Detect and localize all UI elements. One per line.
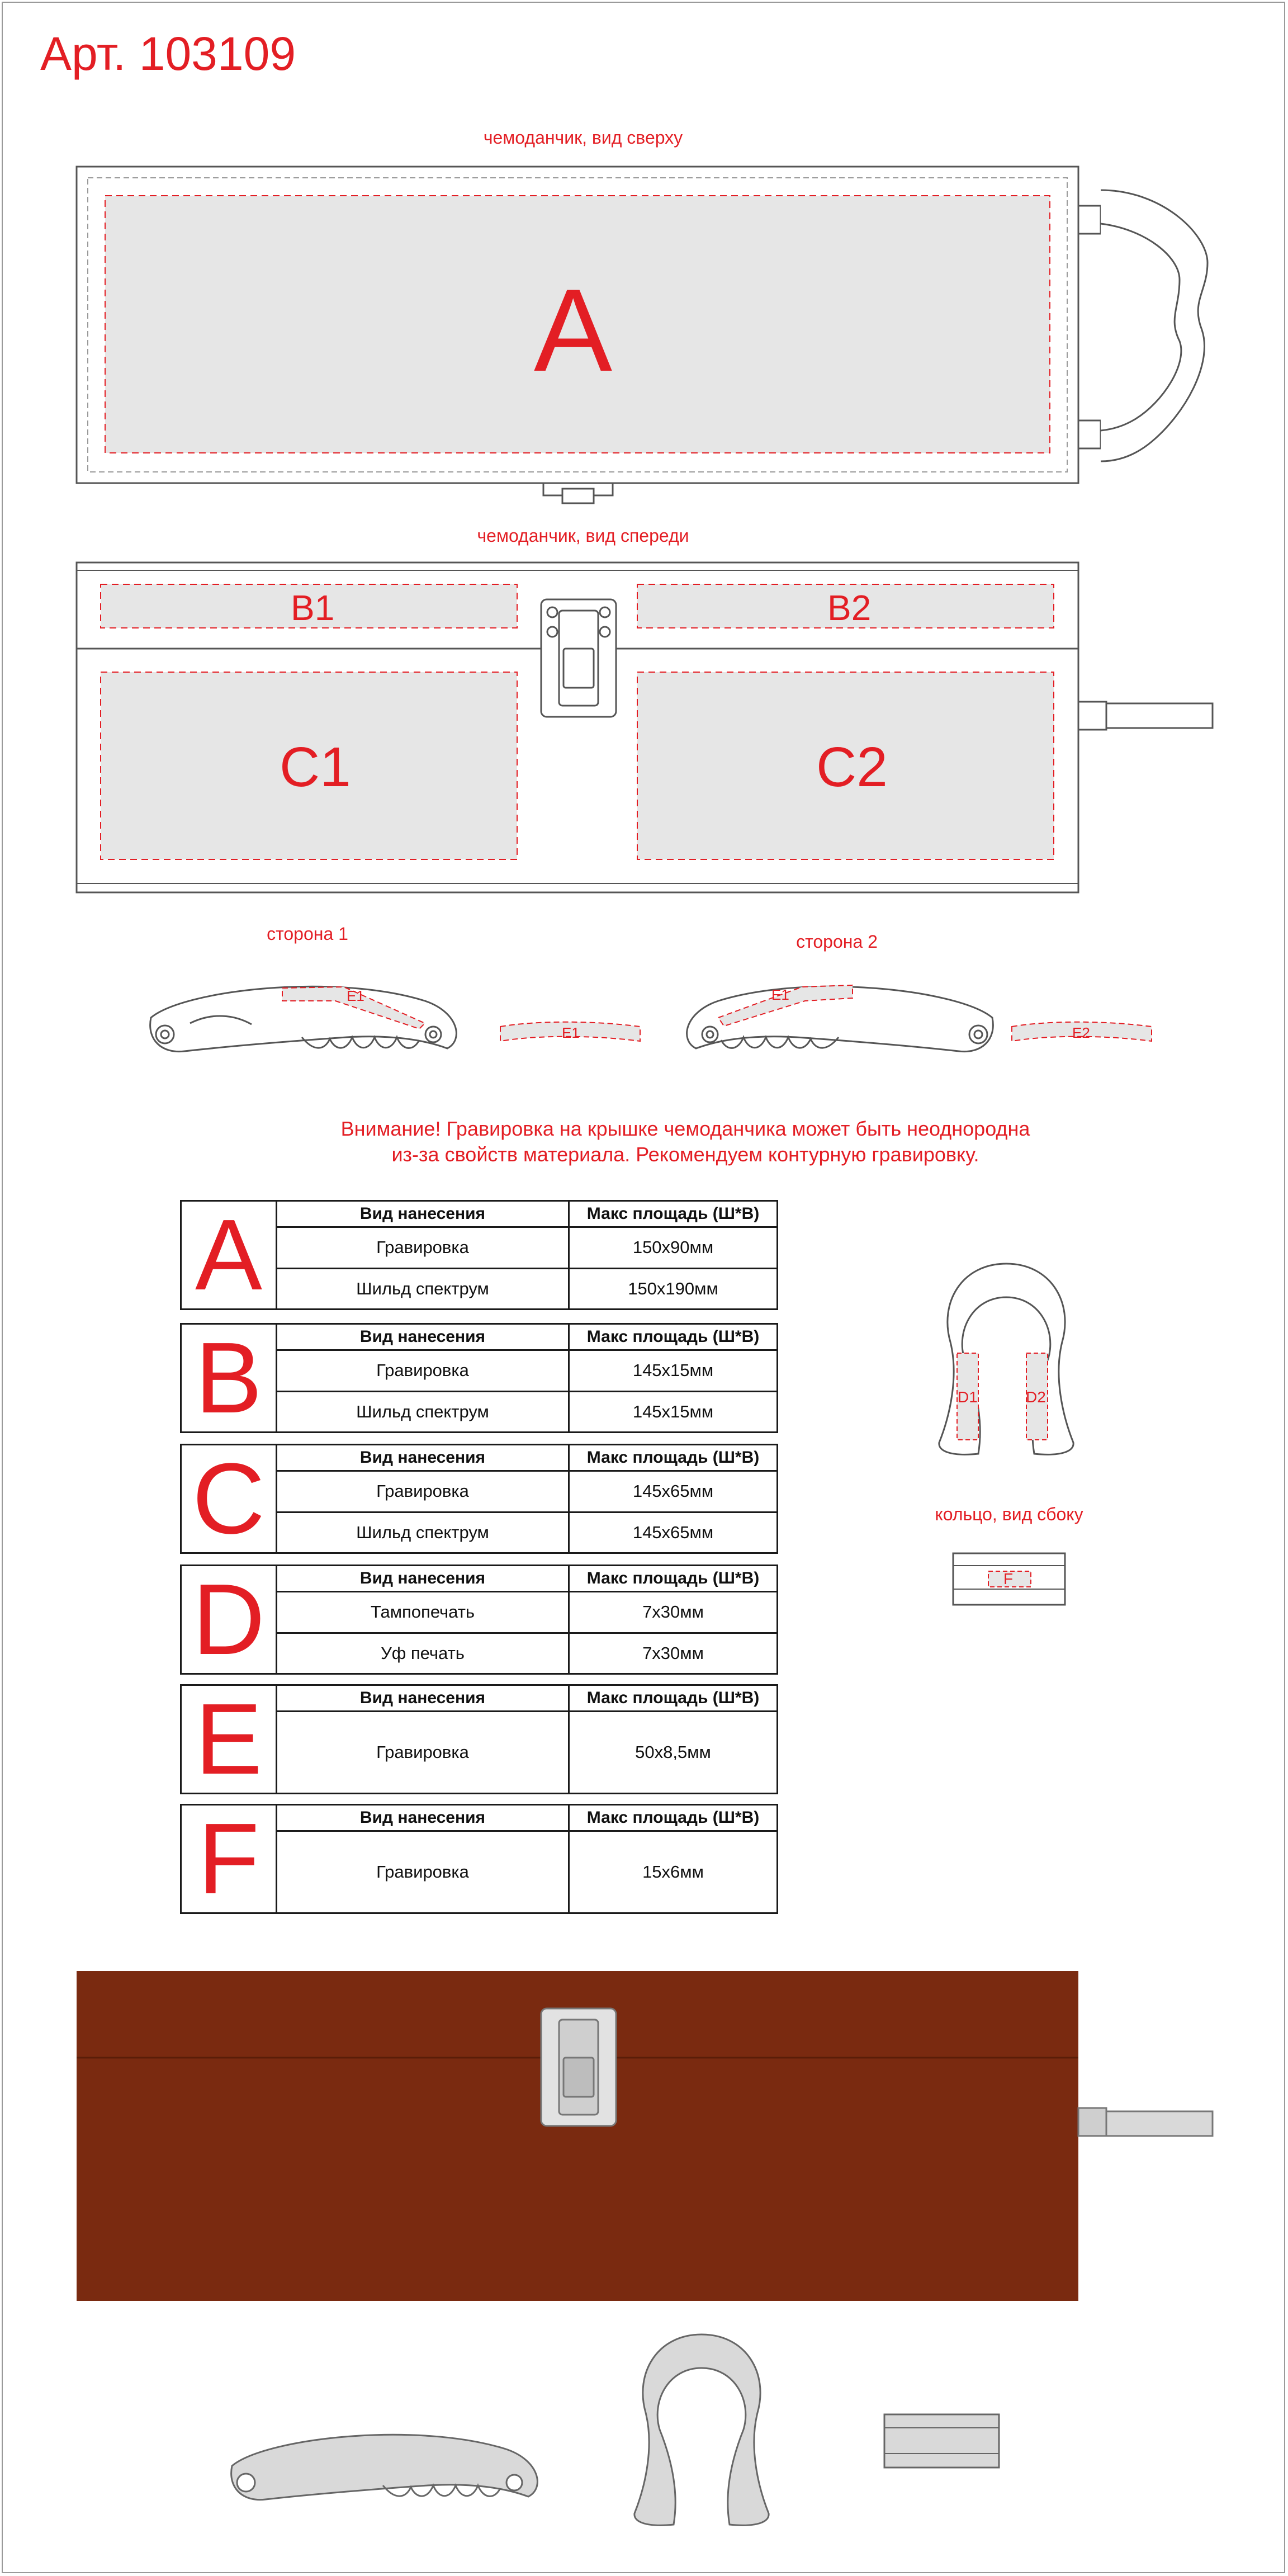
table-letter: C xyxy=(182,1445,277,1552)
zone-d1-label: D1 xyxy=(958,1388,978,1406)
cell-method: Гравировка xyxy=(277,1228,570,1268)
cell-size: 150x190мм xyxy=(628,1278,718,1298)
table-row xyxy=(277,1472,776,1513)
ring-side-render xyxy=(884,2414,999,2468)
zone-e2-label: E2 xyxy=(1072,1024,1090,1041)
ring-front-view xyxy=(939,1264,1073,1454)
column-header-area: Макс площадь (Ш*В) xyxy=(586,1808,760,1827)
zone-e1-label-2: E1 xyxy=(771,986,789,1003)
corkscrew-side-1 xyxy=(150,986,640,1051)
table-row xyxy=(277,1228,776,1269)
zone-d2-label: D2 xyxy=(1026,1388,1046,1406)
cell-size: 7x30мм xyxy=(642,1602,704,1622)
column-header-method: Вид нанесения xyxy=(277,1566,570,1591)
cell-size: 15x6мм xyxy=(642,1862,704,1882)
case-top-view xyxy=(77,167,1208,503)
case-colored-render xyxy=(77,1971,1213,2301)
corkscrew-render xyxy=(231,2435,538,2499)
caption-top-view: чемоданчик, вид сверху xyxy=(483,127,683,148)
column-header-area: Макс площадь (Ш*В) xyxy=(586,1327,760,1346)
spec-table-c xyxy=(180,1444,778,1554)
column-header-area: Макс площадь (Ш*В) xyxy=(586,1204,760,1223)
engraving-warning xyxy=(341,1116,1030,1168)
column-header-area: Макс площадь (Ш*В) xyxy=(586,1569,760,1587)
zone-b2-label: B2 xyxy=(827,588,872,628)
table-letter: A xyxy=(182,1202,277,1308)
table-row xyxy=(277,1392,776,1432)
zone-b1-label: B1 xyxy=(291,588,335,628)
warning-line-1: Внимание! Гравировка на крышке чемоданчика может быть неоднородна xyxy=(340,1117,1030,1140)
cell-size: 145x65мм xyxy=(632,1522,714,1542)
table-letter: D xyxy=(182,1566,277,1673)
zone-a-label: A xyxy=(534,264,613,396)
cell-method: Шильд спектрум xyxy=(277,1392,570,1432)
cell-method: Шильд спектрум xyxy=(277,1513,570,1553)
zone-c1-label: C1 xyxy=(280,736,351,798)
cell-size: 150x90мм xyxy=(632,1237,714,1258)
cell-method: Гравировка xyxy=(277,1472,570,1511)
spec-table-a xyxy=(180,1200,778,1310)
ring-render xyxy=(634,2334,769,2525)
cell-size: 50x8,5мм xyxy=(635,1742,711,1762)
zone-c2-label: C2 xyxy=(816,736,888,798)
column-header-method: Вид нанесения xyxy=(277,1805,570,1830)
caption-side-1: сторона 1 xyxy=(267,924,348,944)
cell-method: Шильд спектрум xyxy=(277,1269,570,1309)
table-row xyxy=(277,1712,776,1793)
cell-size: 145x15мм xyxy=(632,1401,714,1421)
cell-method: Гравировка xyxy=(277,1832,570,1912)
zone-e1-label-1: E1 xyxy=(347,987,364,1004)
caption-side-2: сторона 2 xyxy=(796,932,878,952)
table-row xyxy=(277,1592,776,1634)
table-row xyxy=(277,1351,776,1392)
caption-front-view: чемоданчик, вид спереди xyxy=(477,526,689,546)
warning-line-2: из-за свойств материала. Рекомендуем контурную гравировку. xyxy=(391,1143,979,1166)
caption-ring-side: кольцо, вид сбоку xyxy=(935,1504,1083,1524)
case-front-view xyxy=(77,563,1213,892)
cell-size: 145x65мм xyxy=(632,1481,714,1501)
zone-f-label: F xyxy=(1003,1570,1014,1587)
article-title: Арт. 103109 xyxy=(40,27,296,80)
column-header-method: Вид нанесения xyxy=(277,1325,570,1349)
column-header-method: Вид нанесения xyxy=(277,1202,570,1226)
zone-e1-label-strip: E1 xyxy=(562,1024,580,1041)
table-row xyxy=(277,1832,776,1912)
column-header-area: Макс площадь (Ш*В) xyxy=(586,1448,760,1467)
column-header-area: Макс площадь (Ш*В) xyxy=(586,1689,760,1707)
cell-method: Уф печать xyxy=(277,1634,570,1674)
table-letter: E xyxy=(182,1686,277,1793)
table-row xyxy=(277,1269,776,1309)
table-letter: B xyxy=(182,1325,277,1431)
cell-method: Тампопечать xyxy=(277,1592,570,1632)
cell-size: 7x30мм xyxy=(642,1643,704,1663)
cell-method: Гравировка xyxy=(277,1351,570,1391)
cell-method: Гравировка xyxy=(277,1712,570,1793)
column-header-method: Вид нанесения xyxy=(277,1445,570,1470)
spec-table-e xyxy=(180,1684,778,1794)
table-row xyxy=(277,1513,776,1553)
spec-table-d xyxy=(180,1564,778,1675)
table-row xyxy=(277,1634,776,1674)
spec-table-f xyxy=(180,1804,778,1914)
spec-table-b xyxy=(180,1323,778,1433)
table-letter: F xyxy=(182,1805,277,1912)
column-header-method: Вид нанесения xyxy=(277,1686,570,1710)
cell-size: 145x15мм xyxy=(632,1360,714,1381)
